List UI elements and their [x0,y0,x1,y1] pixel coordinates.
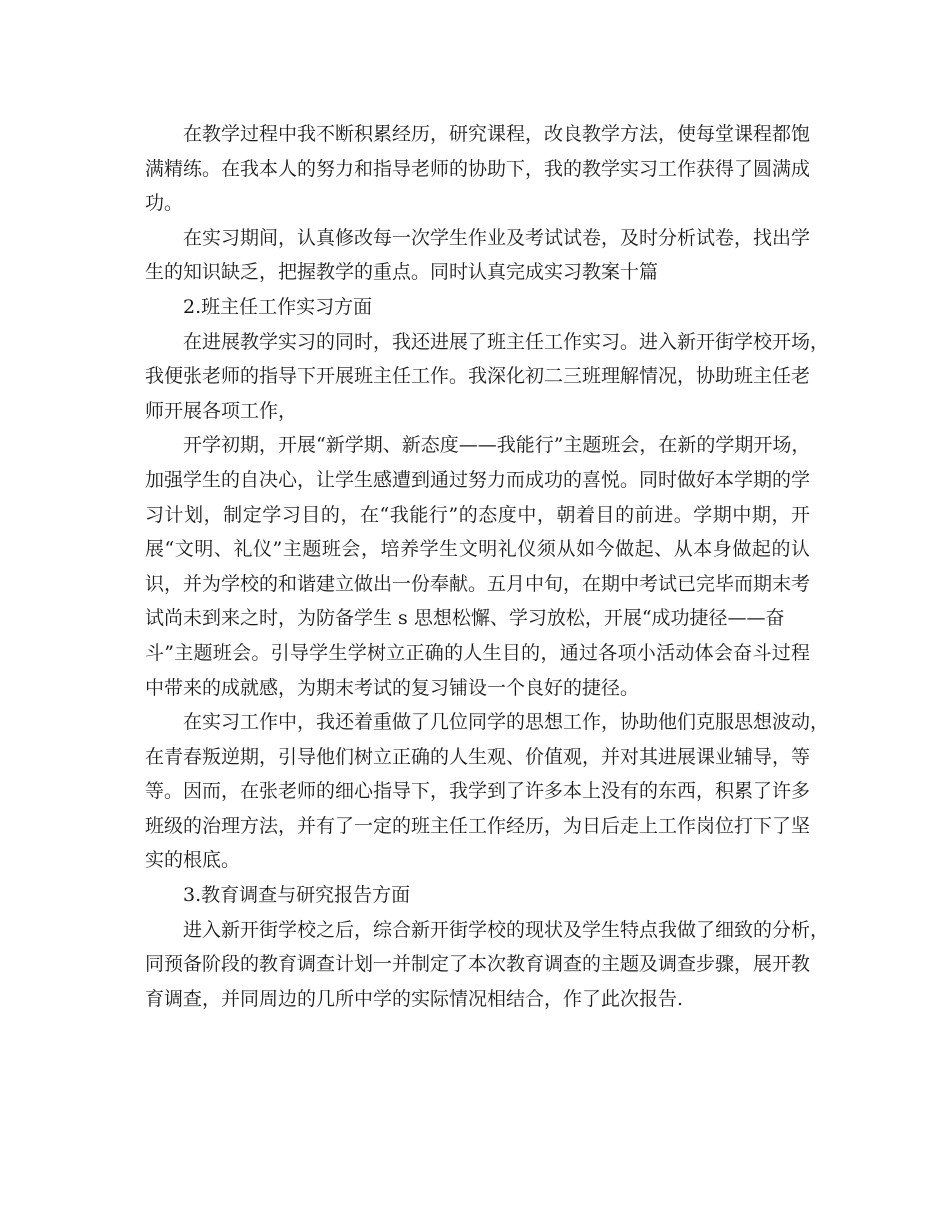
text-line: 在实习工作中，我还着重做了几位同学的思想工作，协助他们克服思想波动， [183,711,830,734]
text-line: 实的根底。 [145,849,241,872]
text-line: 师开展各项工作， [145,399,298,422]
text-line: 试尚未到来之时，为防备学生 s 思想松懈、学习放松，开展“成功捷径——奋 [145,607,785,630]
text-line: 3.教育调查与研究报告方面 [183,884,411,907]
text-line: 中带来的成就感，为期末考试的复习铺设一个良好的捷径。 [145,676,640,699]
text-line: 我便张老师的指导下开展班主任工作。我深化初二三班理解情况，协助班主任老 [145,365,811,388]
text-line: 加强学生的自决心，让学生感遭到通过努力而成功的喜悦。同时做好本学期的学 [145,468,811,491]
body-text [145,117,830,1016]
text-line: 等。因而，在张老师的细心指导下，我学到了许多本上没有的东西，积累了许多 [145,780,811,803]
text-line: 习计划，制定学习目的，在“我能行”的态度中，朝着目的前进。学期中期，开 [145,503,810,526]
text-line: 展“文明、礼仪”主题班会，培养学生文明礼仪须从如今做起、从本身做起的认 [145,538,810,561]
text-line: 同预备阶段的教育调查计划一并制定了本次教育调查的主题及调查步骤，展开教 [145,953,811,976]
text-line: 开学初期，开展“新学期、新态度——我能行”主题班会，在新的学期开场， [183,434,811,457]
text-line: 在进展教学实习的同时，我还进展了班主任工作实习。进入新开街学校开场， [183,330,830,353]
text-line: 班级的治理方法，并有了一定的班主任工作经历，为日后走上工作岗位打下了坚 [145,814,811,837]
text-line: 育调查，并同周边的几所中学的实际情况相结合，作了此次报告. [145,987,684,1010]
text-line: 2.班主任工作实习方面 [183,295,373,318]
text-line: 在青春叛逆期，引导他们树立正确的人生观、价值观，并对其进展课业辅导，等 [145,745,811,768]
text-line: 在教学过程中我不断积累经历，研究课程，改良教学方法，使每堂课程都饱 [183,123,811,145]
text-line: 在实习期间，认真修改每一次学生作业及考试试卷，及时分析试卷，找出学 [183,226,811,249]
text-line: 斗”主题班会。引导学生学树立正确的人生目的，通过各项小活动体会奋斗过程 [145,641,810,664]
text-line: 满精练。在我本人的努力和指导老师的协助下，我的教学实习工作获得了圆满成 [145,157,811,180]
text-line: 生的知识缺乏，把握教学的重点。同时认真完成实习教案十篇 [145,261,659,284]
text-line: 进入新开街学校之后，综合新开街学校的现状及学生特点我做了细致的分析， [183,918,830,941]
text-line: 功。 [145,192,184,215]
text-line: 识，并为学校的和谐建立做出一份奉献。五月中旬，在期中考试已完毕而期末考 [145,572,811,595]
